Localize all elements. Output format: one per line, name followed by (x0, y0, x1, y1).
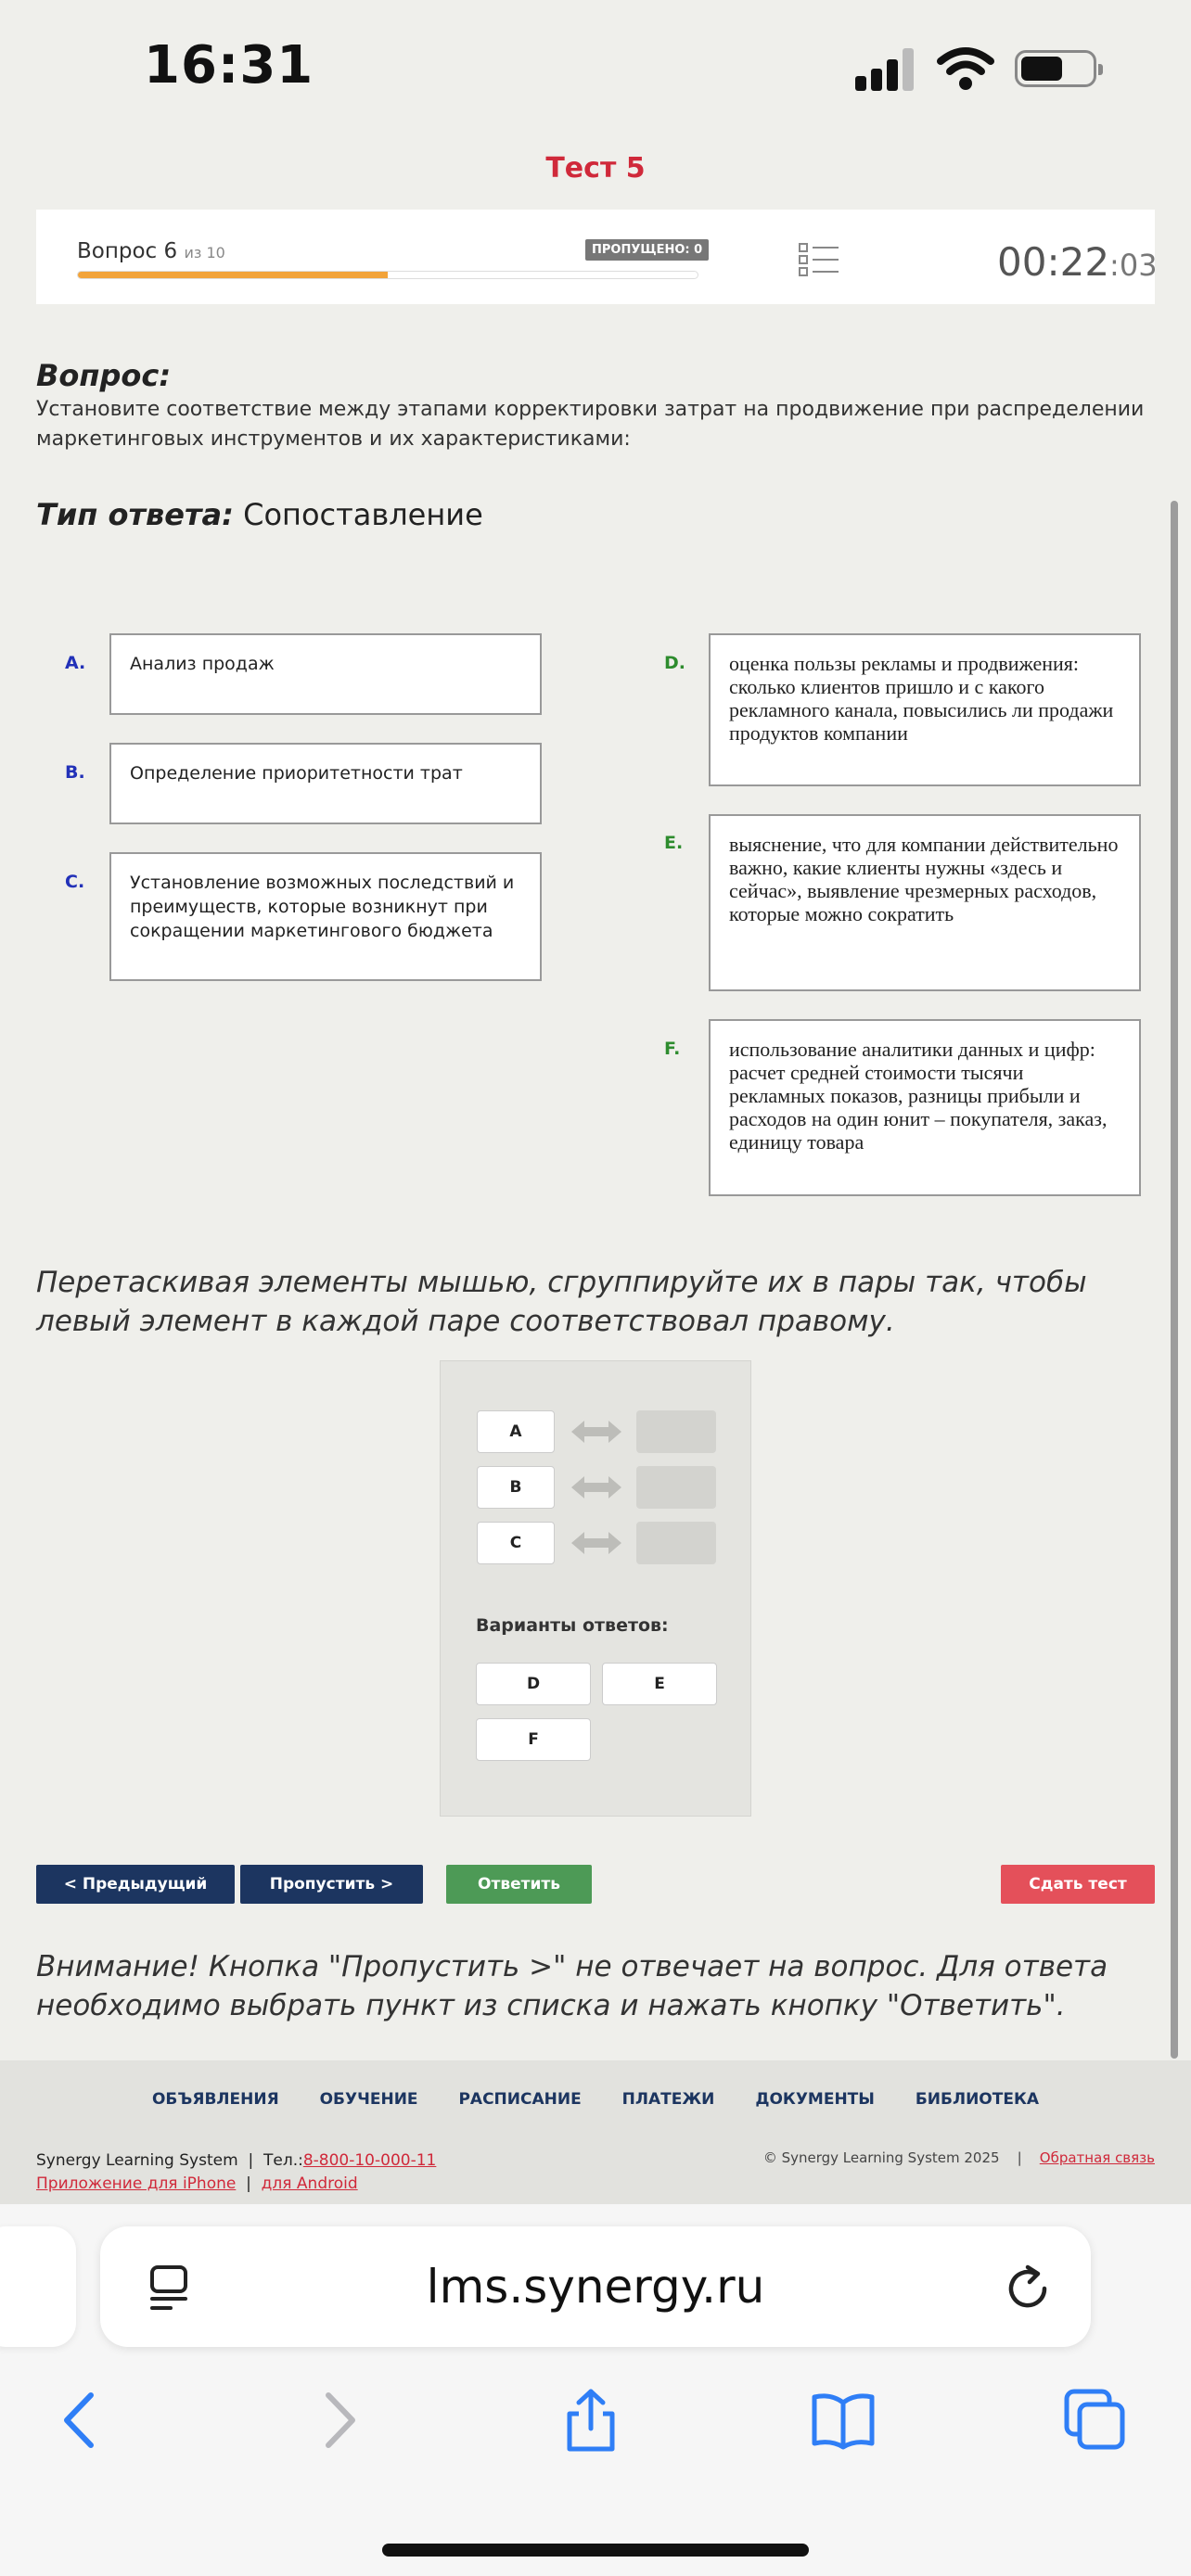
warning-text: Внимание! Кнопка "Пропустить >" не отвечает на вопрос. Для ответа необходимо выбрать пункт из списка и нажать кнопку "Ответить". (36, 1950, 1108, 2022)
right-item-f: использование аналитики данных и цифр: расчет средней стоимости тысячи рекламных показов, разницы прибыли и расходов на один юнит – покупателя, заказ, единицу товара (709, 1019, 1141, 1196)
right-item-d: оценка пользы рекламы и продвижения: сколько клиентов пришло и с какого рекламного канала, повысились ли продажи продуктов компании (709, 633, 1141, 786)
option-e[interactable]: E (602, 1663, 717, 1705)
back-icon[interactable] (48, 2388, 113, 2453)
address-bar[interactable] (100, 2226, 1091, 2347)
item-letter-a: A. (65, 653, 86, 673)
question-header-card (36, 210, 1158, 304)
prev-button[interactable]: < Предыдущий (36, 1865, 235, 1904)
drop-slot-a[interactable] (636, 1410, 716, 1453)
item-letter-b: B. (65, 762, 85, 783)
footer-contacts: Synergy Learning System | Тел.:8-800-10-000-11 Приложение для iPhone | для Android (36, 2151, 437, 2193)
battery-icon (1015, 50, 1096, 87)
option-f[interactable]: F (476, 1718, 591, 1761)
url-text: lms.synergy.ru (426, 2260, 765, 2314)
drag-instruction: Перетаскивая элементы мышью, сгруппируйте их в пары так, чтобы левый элемент в каждой паре соответствовал правому. (36, 1266, 1087, 1338)
site-footer (0, 2060, 1191, 2204)
copyright: © Synergy Learning System 2025 (762, 2149, 1000, 2166)
answer-button[interactable]: Ответить (446, 1865, 592, 1904)
question-heading: Вопрос: (36, 358, 172, 393)
option-d[interactable]: D (476, 1663, 591, 1705)
phone-label: Тел.: (263, 2151, 303, 2170)
question-total: из 10 (184, 244, 225, 261)
drag-key-a[interactable]: A (477, 1410, 555, 1453)
skip-button[interactable]: Пропустить > (240, 1865, 423, 1904)
iphone-app-link[interactable]: Приложение для iPhone (36, 2174, 237, 2193)
item-letter-f: F. (664, 1039, 681, 1059)
test-title: Тест 5 (545, 152, 646, 185)
browser-toolbar (0, 2204, 1191, 2576)
right-item-e: выяснение, что для компании действительно важно, какие клиенты нужны «здесь и сейчас», выявление чрезмерных расходов, которые можно сократить (709, 814, 1141, 991)
footer-link-payments[interactable]: ПЛАТЕЖИ (621, 2090, 715, 2109)
submit-test-button[interactable]: Сдать тест (1001, 1865, 1155, 1904)
item-letter-e: E. (664, 833, 684, 853)
footer-nav (0, 2090, 1191, 2109)
answer-type (36, 497, 483, 532)
answer-type-value: Сопоставление (243, 497, 483, 532)
left-item-a: Анализ продаж (109, 633, 542, 715)
feedback-link[interactable]: Обратная связь (1039, 2149, 1155, 2166)
question-counter (77, 239, 225, 263)
previous-tab-preview[interactable] (0, 2226, 76, 2347)
reload-icon[interactable] (1004, 2264, 1054, 2314)
share-icon[interactable] (558, 2388, 623, 2453)
status-time: 16:31 (144, 35, 314, 96)
timer-seconds: :03 (1109, 248, 1158, 283)
bookmarks-icon[interactable] (811, 2388, 876, 2453)
double-arrow-icon (571, 1532, 621, 1554)
forward-icon[interactable] (306, 2388, 371, 2453)
timer (997, 239, 1158, 285)
phone-link[interactable]: 8-800-10-000-11 (302, 2151, 437, 2170)
left-item-b: Определение приоритетности трат (109, 743, 542, 824)
footer-link-library[interactable]: БИБЛИОТЕКА (915, 2090, 1040, 2109)
company-name: Synergy Learning System (36, 2151, 238, 2170)
drop-slot-c[interactable] (636, 1522, 716, 1564)
drop-slot-b[interactable] (636, 1466, 716, 1509)
signal-icon (855, 46, 916, 91)
item-letter-c: C. (65, 872, 85, 892)
variants-label: Варианты ответов: (476, 1615, 669, 1636)
drag-panel (440, 1360, 751, 1817)
footer-link-announcements[interactable]: ОБЪЯВЛЕНИЯ (151, 2090, 279, 2109)
drag-key-c[interactable]: C (477, 1522, 555, 1564)
progress-fill (78, 272, 388, 278)
footer-link-schedule[interactable]: РАСПИСАНИЕ (458, 2090, 582, 2109)
item-letter-d: D. (664, 653, 685, 673)
double-arrow-icon (571, 1476, 621, 1498)
progress-bar (77, 271, 698, 279)
home-indicator (382, 2544, 809, 2557)
drag-key-b[interactable]: B (477, 1466, 555, 1509)
double-arrow-icon (571, 1421, 621, 1443)
tabs-icon[interactable] (1063, 2388, 1128, 2453)
android-app-link[interactable]: для Android (261, 2174, 358, 2193)
footer-right: © Synergy Learning System 2025 | Обратная связь (762, 2149, 1155, 2166)
footer-link-learning[interactable]: ОБУЧЕНИЕ (319, 2090, 418, 2109)
skipped-badge: ПРОПУЩЕНО: 0 (585, 239, 709, 261)
wifi-icon (937, 46, 994, 91)
question-number: Вопрос 6 (77, 239, 178, 263)
question-text: Установите соответствие между этапами корректировки затрат на продвижение при распределении маркетинговых инструментов и их характеристиками: (36, 398, 1145, 451)
answer-type-label: Тип ответа: (36, 497, 234, 532)
left-item-c: Установление возможных последствий и преимуществ, которые возникнут при сокращении маркетингового бюджета (109, 852, 542, 981)
footer-link-documents[interactable]: ДОКУМЕНТЫ (755, 2090, 875, 2109)
list-icon[interactable] (799, 243, 839, 276)
page-scrollbar[interactable] (1171, 501, 1178, 2059)
timer-main: 00:22 (997, 239, 1110, 285)
